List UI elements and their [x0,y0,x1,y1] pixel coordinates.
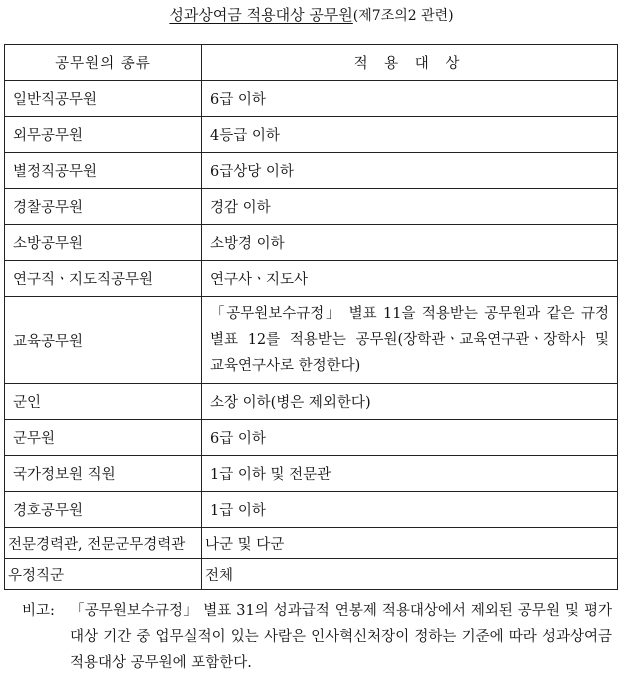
target-cell: 1급 이하 [202,492,618,528]
official-type-cell: 일반직공무원 [5,81,202,117]
title-main: 성과상여금 적용대상 공무원 [169,6,353,24]
target-cell: 6급 이하 [202,81,618,117]
target-cell: 「공무원보수규정」 별표 11을 적용받는 공무원과 같은 규정 별표 12를 적용받는 공무원(장학관ㆍ교육연구관ㆍ장학사 및 교육연구사로 한정한다) [202,297,618,384]
table-row [5,297,618,384]
official-type-cell: 교육공무원 [5,297,202,384]
table-row [5,420,618,456]
official-type-cell: 군무원 [5,420,202,456]
header-applicable-target: 적 용 대 상 [202,45,618,81]
target-cell: 연구사ㆍ지도사 [202,261,618,297]
official-type-cell: 연구직ㆍ지도직공무원 [5,261,202,297]
official-type-cell: 소방공무원 [5,225,202,261]
table-header-row [5,45,618,81]
target-cell: 소방경 이하 [202,225,618,261]
header-official-type: 공무원의 종류 [5,45,202,81]
table-row [5,384,618,420]
official-type-cell: 경호공무원 [5,492,202,528]
official-type-cell: 우정직군 [5,559,202,590]
table-row [5,528,618,559]
table-row [5,456,618,492]
table-row [5,261,618,297]
remarks-label: 비고: [22,603,55,619]
remarks-text: 「공무원보수규정」 별표 31의 성과급적 연봉제 적용대상에서 제외된 공무원 및 평가 대상 기간 중 업무실적이 있는 사람은 인사혁신처장이 정하는 기준에 따라 성과상여금 적용대상 공무원에 포함한다. [70,603,612,671]
table-row [5,189,618,225]
document-title [0,4,623,27]
official-type-cell: 국가정보원 직원 [5,456,202,492]
target-cell: 소장 이하(병은 제외한다) [202,384,618,420]
target-cell: 나군 및 다군 [202,528,618,559]
target-cell: 4등급 이하 [202,117,618,153]
title-reference: (제7조의2 관련) [352,8,454,24]
target-cell: 경감 이하 [202,189,618,225]
target-cell: 1급 이하 및 전문관 [202,456,618,492]
official-type-cell: 외무공무원 [5,117,202,153]
target-cell: 6급상당 이하 [202,153,618,189]
table-row [5,492,618,528]
eligibility-table [4,44,618,590]
target-cell: 6급 이하 [202,420,618,456]
official-type-cell: 전문경력관, 전문군무경력관 [5,528,202,559]
table-row [5,117,618,153]
remarks-note [22,598,612,676]
table-row [5,559,618,590]
table-row [5,225,618,261]
table-row [5,81,618,117]
target-cell: 전체 [202,559,618,590]
official-type-cell: 별정직공무원 [5,153,202,189]
official-type-cell: 군인 [5,384,202,420]
official-type-cell: 경찰공무원 [5,189,202,225]
table-row [5,153,618,189]
